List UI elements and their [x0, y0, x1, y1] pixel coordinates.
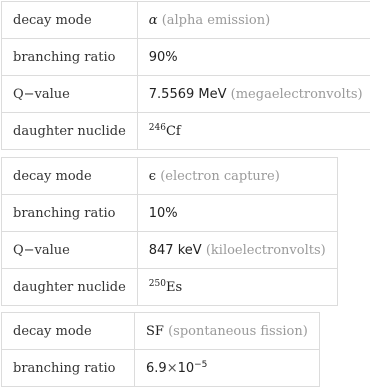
q-value-unit: MeV	[198, 87, 226, 102]
table-row	[2, 113, 370, 150]
branching-ratio-label: branching ratio	[2, 195, 138, 232]
table-row	[2, 39, 370, 76]
table-row	[2, 313, 320, 350]
branching-ratio-value	[135, 350, 320, 387]
table-row	[2, 2, 370, 39]
decay-mode-value	[137, 158, 337, 195]
decay-mode-symbol: ϵ	[149, 169, 156, 184]
daughter-element-symbol: Cf	[166, 124, 181, 139]
table-row	[2, 232, 338, 269]
branching-ratio-label: branching ratio	[2, 350, 135, 387]
q-value-unit-description: (kiloelectronvolts)	[206, 243, 326, 258]
q-value-label: Q−value	[2, 232, 138, 269]
branching-ratio-exponent: −5	[194, 360, 207, 370]
decay-mode-value	[137, 2, 370, 39]
table-row	[2, 269, 338, 306]
electron-capture-table	[1, 157, 338, 306]
table-row	[2, 76, 370, 113]
daughter-mass-number: 250	[149, 279, 166, 289]
table-row	[2, 158, 338, 195]
decay-mode-description: (alpha emission)	[162, 13, 271, 28]
q-value-number: 847	[149, 243, 174, 258]
q-value-value	[137, 76, 370, 113]
branching-ratio-value: 90%	[137, 39, 370, 76]
decay-mode-symbol: SF	[146, 324, 164, 339]
decay-mode-symbol: α	[149, 13, 158, 28]
branching-ratio-mantissa: 6.9	[146, 361, 167, 376]
decay-mode-description: (spontaneous fission)	[168, 324, 308, 339]
q-value-unit-description: (megaelectronvolts)	[231, 87, 363, 102]
decay-mode-label: decay mode	[2, 313, 135, 350]
daughter-nuclide-label: daughter nuclide	[2, 269, 138, 306]
table-row	[2, 350, 320, 387]
alpha-decay-table	[1, 1, 370, 150]
decay-mode-value	[135, 313, 320, 350]
daughter-mass-number: 246	[149, 123, 166, 133]
q-value-value	[137, 232, 337, 269]
q-value-unit: keV	[178, 243, 202, 258]
branching-ratio-label: branching ratio	[2, 39, 138, 76]
table-row	[2, 195, 338, 232]
branching-ratio-base: 10	[178, 361, 195, 376]
branching-ratio-value: 10%	[137, 195, 337, 232]
decay-mode-label: decay mode	[2, 2, 138, 39]
decay-mode-label: decay mode	[2, 158, 138, 195]
spontaneous-fission-table	[1, 312, 320, 387]
times-sign: ×	[167, 361, 178, 376]
q-value-number: 7.5569	[149, 87, 195, 102]
daughter-nuclide-value	[137, 113, 370, 150]
decay-mode-description: (electron capture)	[160, 169, 280, 184]
daughter-nuclide-value	[137, 269, 337, 306]
q-value-label: Q−value	[2, 76, 138, 113]
daughter-element-symbol: Es	[166, 280, 182, 295]
daughter-nuclide-label: daughter nuclide	[2, 113, 138, 150]
